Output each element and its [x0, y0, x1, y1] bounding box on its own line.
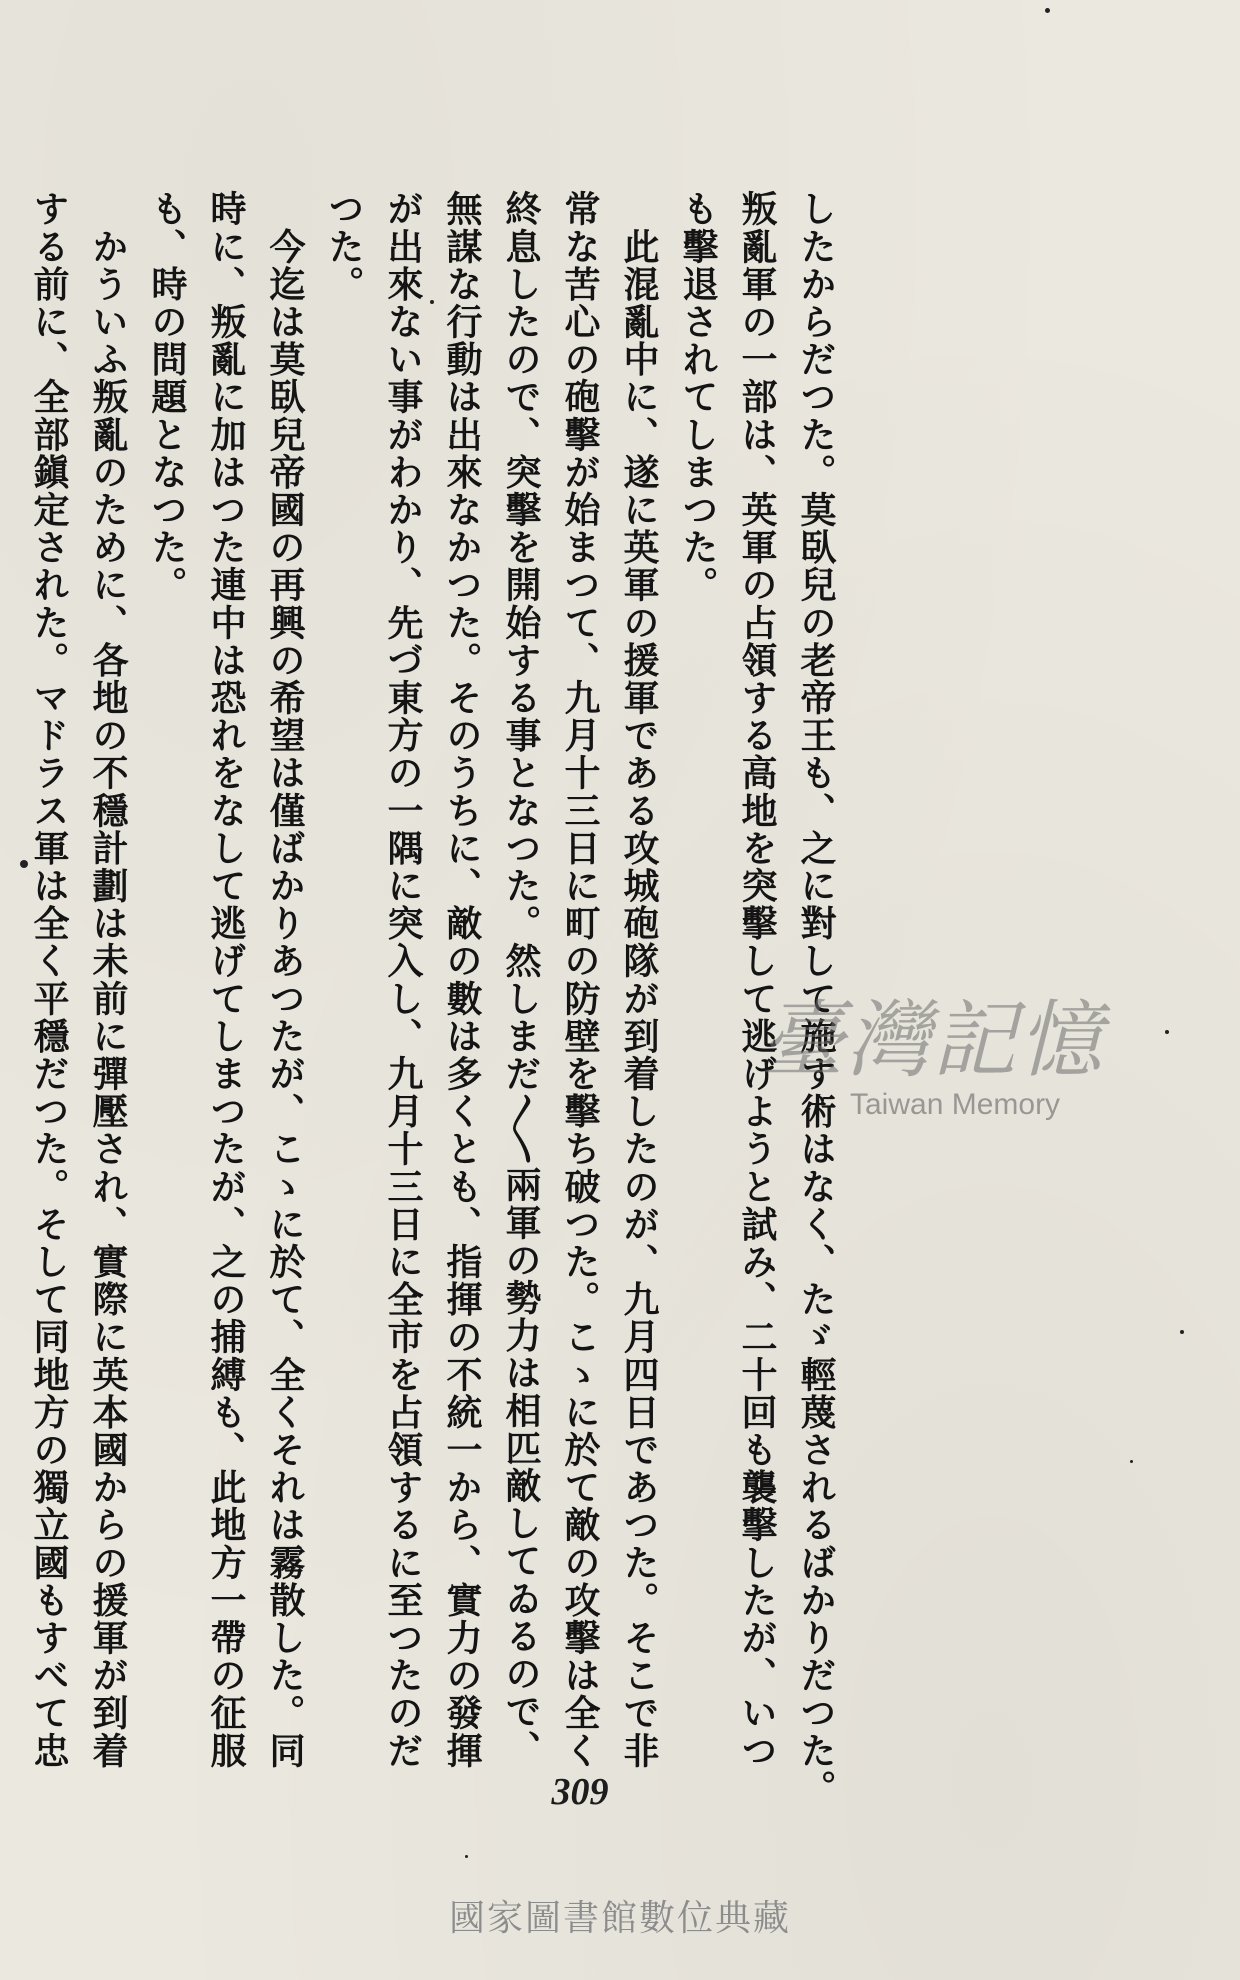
- print-speck: [430, 300, 434, 304]
- text-column-1: したからだつた。莫臥兒の老帝王も、之に對して施す術はなく、たゞ輕蔑されるばかりだつた。: [795, 190, 837, 1807]
- text-column-8: が出來ない事がわかり、先づ東方の一隅に突入し、九月十三日に全市を占領するに至つたのだ: [382, 190, 424, 1770]
- watermark-characters: 臺灣記憶: [760, 991, 1105, 1089]
- text-column-13: かういふ叛亂のために、各地の不穩計劃は未前に彈壓され、實際に英本國からの援軍が到着: [87, 190, 129, 1770]
- text-column-3: も擊退されてしまつた。: [677, 190, 719, 604]
- text-column-5: 常な苦心の砲擊が始まつて、九月十三日に町の防壁を擊ち破つた。こゝに於て敵の攻擊は全く: [559, 190, 601, 1770]
- text-column-12: も、時の問題となつた。: [146, 190, 188, 604]
- text-column-4: 此混亂中に、遂に英軍の援軍である攻城砲隊が到着したのが、九月四日であつた。そこで非: [618, 190, 660, 1770]
- print-speck: [1130, 1460, 1133, 1463]
- print-speck: [20, 860, 28, 868]
- page-number: 309: [551, 1771, 609, 1813]
- text-column-2: 叛亂軍の一部は、英軍の占領する高地を突擊して逃げようと試み、二十回も襲擊したが、いつ: [736, 190, 778, 1770]
- print-speck: [1165, 1030, 1169, 1034]
- taiwan-memory-watermark: [760, 990, 1140, 1140]
- print-speck: [1180, 1330, 1184, 1334]
- print-speck: [1045, 8, 1050, 13]
- text-column-6: 終息したので、突擊を開始する事となつた。然しまだ〳〵兩軍の勢力は相匹敵してゐるので、: [500, 190, 542, 1768]
- library-digital-collection-caption: 國家圖書館數位典藏: [448, 1898, 791, 1939]
- text-column-7: 無謀な行動は出來なかつた。そのうちに、敵の數は多くとも、指揮の不統一から、實力の發揮: [441, 190, 483, 1770]
- text-column-11: 時に、叛亂に加はつた連中は恐れをなして逃げてしまつたが、之の捕縛も、此地方一帶の征服: [205, 190, 247, 1770]
- text-column-9: つた。: [323, 190, 365, 303]
- print-speck: [465, 1855, 468, 1858]
- text-column-10: 今迄は莫臥兒帝國の再興の希望は僅ばかりあつたが、こゝに於て、全くそれは霧散した。同: [264, 190, 306, 1770]
- watermark-latin-text: Taiwan Memory: [850, 1088, 1061, 1121]
- text-column-14: する前に、全部鎭定された。マドラス軍は全く平穩だつた。そして同地方の獨立國もすべて忠: [28, 190, 70, 1770]
